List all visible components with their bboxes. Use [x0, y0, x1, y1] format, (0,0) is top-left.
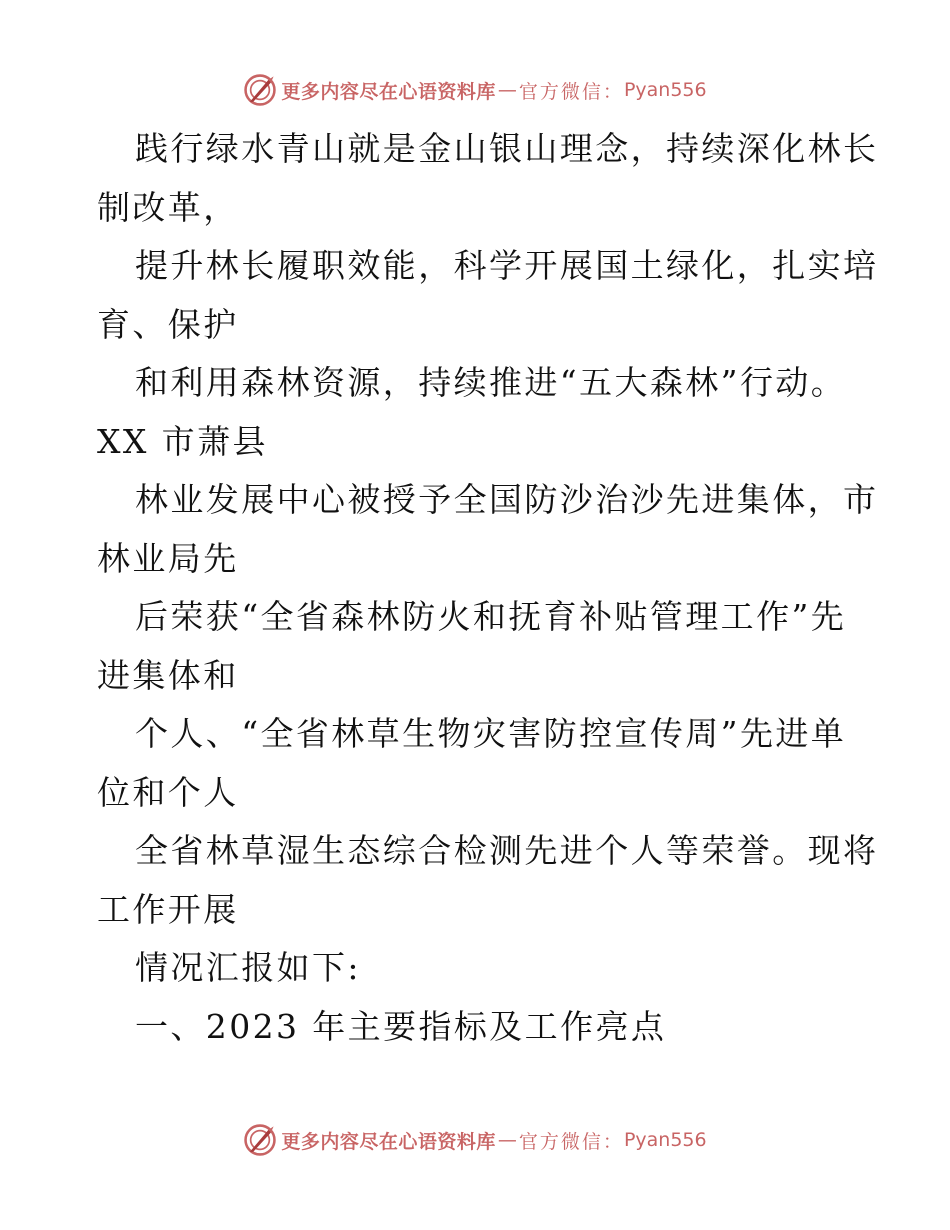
text-line: 全省林草湿生态综合检测先进个人等荣誉。现将: [135, 831, 879, 870]
watermark-wechat-label: 官方微信：: [518, 1130, 624, 1153]
watermark-text: 更多内容尽在心语资料库: [281, 80, 496, 103]
text-line: 一、2023 年主要指标及工作亮点: [135, 1006, 667, 1046]
text-line: 林业局先: [97, 538, 239, 578]
text-line: 林业发展中心被授予全国防沙治沙先进集体，市: [135, 480, 879, 519]
watermark-wechat-id: Pyan556: [623, 1129, 707, 1151]
footer-watermark: [0, 1122, 950, 1158]
quill-pen-logo-icon: [243, 1123, 277, 1157]
watermark-dash: —: [497, 1129, 517, 1151]
quill-pen-logo-icon: [243, 73, 277, 107]
watermark-wechat-label: 官方微信：: [518, 80, 624, 103]
text-line: 提升林长履职效能，科学开展国土绿化，扎实培: [135, 246, 879, 285]
text-line: 和利用森林资源，持续推进“五大森林”行动。: [135, 363, 847, 402]
watermark-text: 更多内容尽在心语资料库: [281, 1130, 496, 1153]
text-line: 制改革，: [97, 187, 239, 227]
text-line: 育、保护: [97, 304, 239, 344]
text-line: 后荣获“全省森林防火和抚育补贴管理工作”先: [135, 597, 847, 636]
watermark-wechat-id: Pyan556: [623, 79, 707, 101]
header-watermark: [0, 72, 950, 108]
text-line: 进集体和: [97, 655, 239, 695]
text-line: 工作开展: [97, 889, 239, 929]
watermark-dash: —: [497, 79, 517, 101]
text-line: 位和个人: [97, 772, 239, 812]
text-line: XX 市萧县: [97, 421, 268, 461]
text-line: 情况汇报如下:: [135, 948, 361, 987]
text-line: 践行绿水青山就是金山银山理念，持续深化林长: [135, 129, 879, 168]
text-line: 个人、“全省林草生物灾害防控宣传周”先进单: [135, 714, 847, 753]
document-body: [97, 120, 879, 1056]
